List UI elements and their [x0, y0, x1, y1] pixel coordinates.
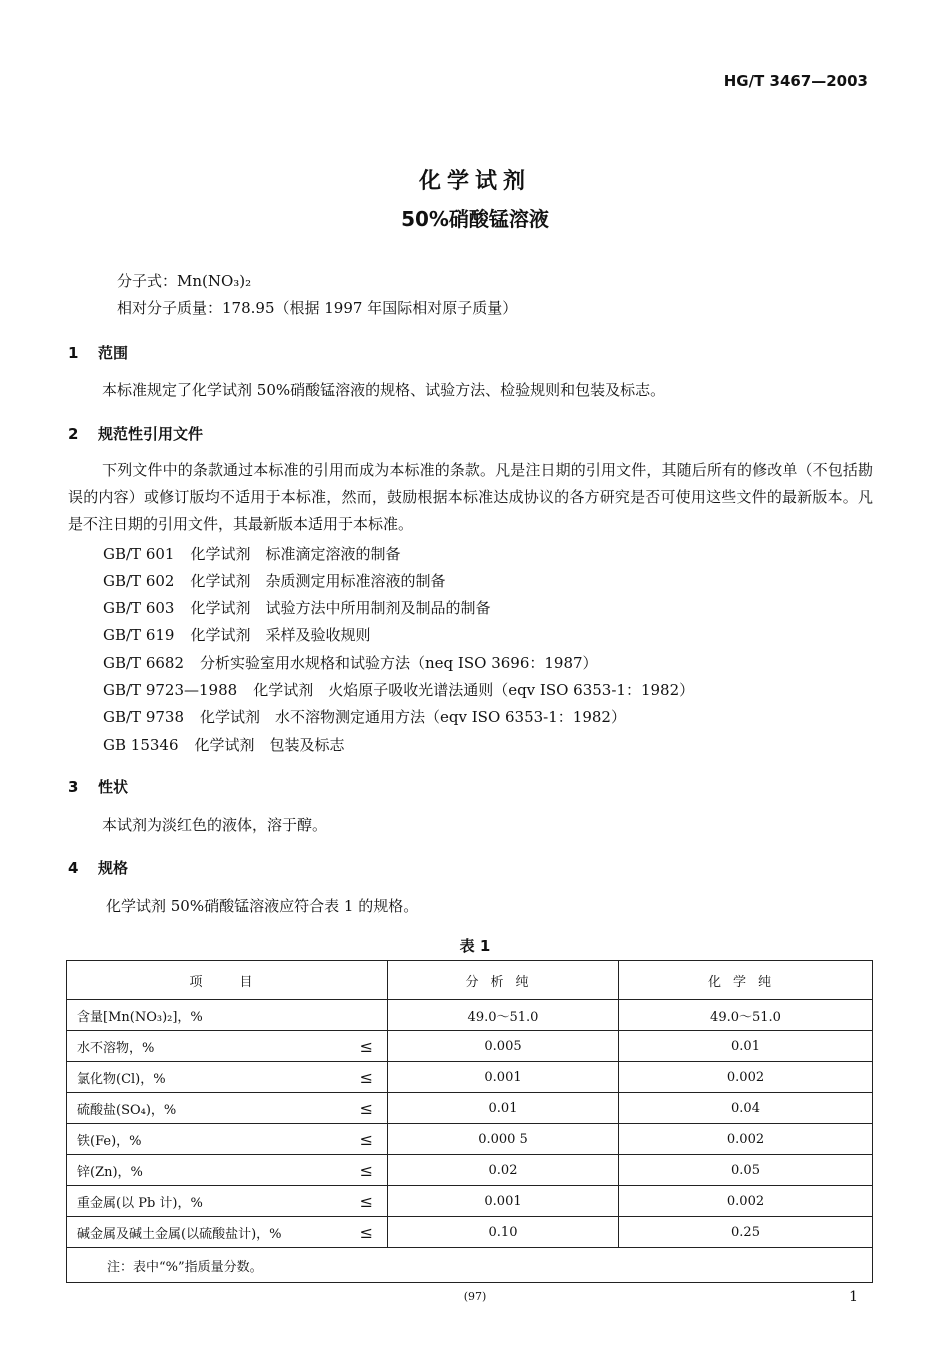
item-name: 锌(Zn)，%	[77, 1164, 143, 1180]
scope-paragraph	[68, 377, 873, 404]
table-row	[67, 1186, 873, 1217]
table-row	[67, 1093, 873, 1124]
item-name: 碱金属及碱土金属(以硫酸盐计)，%	[77, 1226, 282, 1242]
section-heading-4	[68, 857, 128, 878]
table-row	[67, 1155, 873, 1186]
table-note-row	[67, 1248, 873, 1283]
reference-item	[103, 570, 461, 591]
value-cp: 0.002	[619, 1124, 873, 1155]
references-intro	[68, 457, 873, 538]
molecular-formula: 分子式：Mn(NO₃)₂	[117, 272, 252, 290]
item-name: 氯化物(Cl)，%	[77, 1071, 166, 1087]
value-ar: 0.02	[388, 1155, 619, 1186]
molar-mass: 相对分子质量：178.95（根据 1997 年国际相对原子质量）	[117, 299, 518, 317]
reference-code: GB/T 603	[103, 599, 175, 617]
value-cp: 0.002	[619, 1062, 873, 1093]
section-title: 范围	[98, 344, 129, 362]
item-name: 铁(Fe)，%	[77, 1133, 142, 1149]
document-subtitle: 50%硝酸锰溶液	[401, 207, 549, 231]
header-chemical-grade: 化学纯	[619, 961, 873, 1000]
properties-text: 本试剂为淡红色的液体，溶于醇。	[102, 816, 328, 834]
section-number: 4	[68, 859, 79, 877]
references-intro-text: 下列文件中的条款通过本标准的引用而成为本标准的条款。凡是注日期的引用文件，其随后所有的修改单（不包括勘误的内容）或修订版均不适用于本标准，然而，鼓励根据本标准达成协议的各方研究是否可使用这些文件的最新版本。凡是不注日期的引用文件，其最新版本适用于本标准。	[68, 461, 873, 533]
reference-title: 化学试剂 水不溶物测定通用方法（eqv ISO 6353-1：1982）	[200, 708, 626, 726]
leq-symbol: ≤	[359, 1036, 373, 1056]
reference-code: GB/T 9738	[103, 708, 185, 726]
table-note: 注：表中“%”指质量分数。	[67, 1248, 873, 1283]
section-heading-3	[68, 776, 128, 797]
item-name: 重金属(以 Pb 计)，%	[77, 1195, 203, 1211]
value-cp: 0.04	[619, 1093, 873, 1124]
value-cp: 0.25	[619, 1217, 873, 1248]
header-analytical-grade: 分析纯	[388, 961, 619, 1000]
reference-title: 化学试剂 杂质测定用标准溶液的制备	[190, 572, 446, 590]
spec-paragraph	[68, 893, 873, 920]
leq-symbol: ≤	[359, 1222, 373, 1242]
section-heading-1	[68, 342, 128, 363]
reference-title: 化学试剂 试验方法中所用制剂及制品的制备	[190, 599, 491, 617]
table-header-row	[67, 961, 873, 1000]
value-ar: 0.10	[388, 1217, 619, 1248]
reference-title: 分析实验室用水规格和试验方法（neq ISO 3696：1987）	[200, 654, 598, 672]
value-cp: 49.0～51.0	[619, 1000, 873, 1031]
value-ar: 0.001	[388, 1186, 619, 1217]
reference-code: GB 15346	[103, 736, 179, 754]
value-ar: 0.001	[388, 1062, 619, 1093]
document-title: 化学试剂	[418, 169, 531, 194]
section-number: 1	[68, 344, 79, 362]
reference-code: GB/T 601	[103, 545, 175, 563]
table-caption: 表 1	[459, 937, 491, 955]
reference-code: GB/T 6682	[103, 654, 185, 672]
reference-title: 化学试剂 包装及标志	[194, 736, 345, 754]
scope-text: 本标准规定了化学试剂 50%硝酸锰溶液的规格、试验方法、检验规则和包装及标志。	[102, 381, 666, 399]
value-ar: 0.01	[388, 1093, 619, 1124]
properties-paragraph	[68, 812, 873, 839]
leq-symbol: ≤	[359, 1160, 373, 1180]
item-name: 水不溶物，%	[77, 1040, 155, 1056]
leq-symbol: ≤	[359, 1067, 373, 1087]
page-number: 1	[849, 1289, 858, 1305]
table-row	[67, 1062, 873, 1093]
reference-item	[103, 543, 416, 564]
item-name: 含量[Mn(NO₃)₂]，%	[77, 1009, 203, 1025]
table-row	[67, 1031, 873, 1062]
reference-item	[103, 679, 710, 700]
value-ar: 0.005	[388, 1031, 619, 1062]
spec-text: 化学试剂 50%硝酸锰溶液应符合表 1 的规格。	[106, 897, 419, 915]
reference-code: GB/T 619	[103, 626, 175, 644]
section-heading-2	[68, 423, 203, 444]
header-item: 项 目	[67, 961, 388, 1000]
value-cp: 0.01	[619, 1031, 873, 1062]
section-title: 规范性引用文件	[98, 425, 204, 443]
reference-item	[103, 652, 614, 673]
value-ar: 0.000 5	[388, 1124, 619, 1155]
spec-table	[66, 960, 873, 1283]
section-title: 规格	[98, 859, 129, 877]
leq-symbol: ≤	[359, 1191, 373, 1211]
section-number: 2	[68, 425, 79, 443]
reference-item	[103, 706, 642, 727]
reference-code: GB/T 602	[103, 572, 175, 590]
reference-title: 化学试剂 标准滴定溶液的制备	[190, 545, 401, 563]
value-ar: 49.0～51.0	[388, 1000, 619, 1031]
page-number-center: (97)	[463, 1290, 487, 1303]
standard-code: HG/T 3467—2003	[723, 72, 868, 90]
table-row	[67, 1124, 873, 1155]
value-cp: 0.05	[619, 1155, 873, 1186]
table-row	[67, 1000, 873, 1031]
section-title: 性状	[98, 778, 129, 796]
leq-symbol: ≤	[359, 1098, 373, 1118]
item-name: 硫酸盐(SO₄)，%	[77, 1102, 177, 1118]
reference-item	[103, 597, 506, 618]
table-row	[67, 1217, 873, 1248]
value-cp: 0.002	[619, 1186, 873, 1217]
leq-symbol: ≤	[359, 1129, 373, 1149]
reference-item	[103, 624, 386, 645]
reference-code: GB/T 9723—1988	[103, 681, 238, 699]
section-number: 3	[68, 778, 79, 796]
reference-item	[103, 734, 361, 755]
reference-title: 化学试剂 采样及验收规则	[190, 626, 371, 644]
reference-title: 化学试剂 火焰原子吸收光谱法通则（eqv ISO 6353-1：1982）	[253, 681, 695, 699]
